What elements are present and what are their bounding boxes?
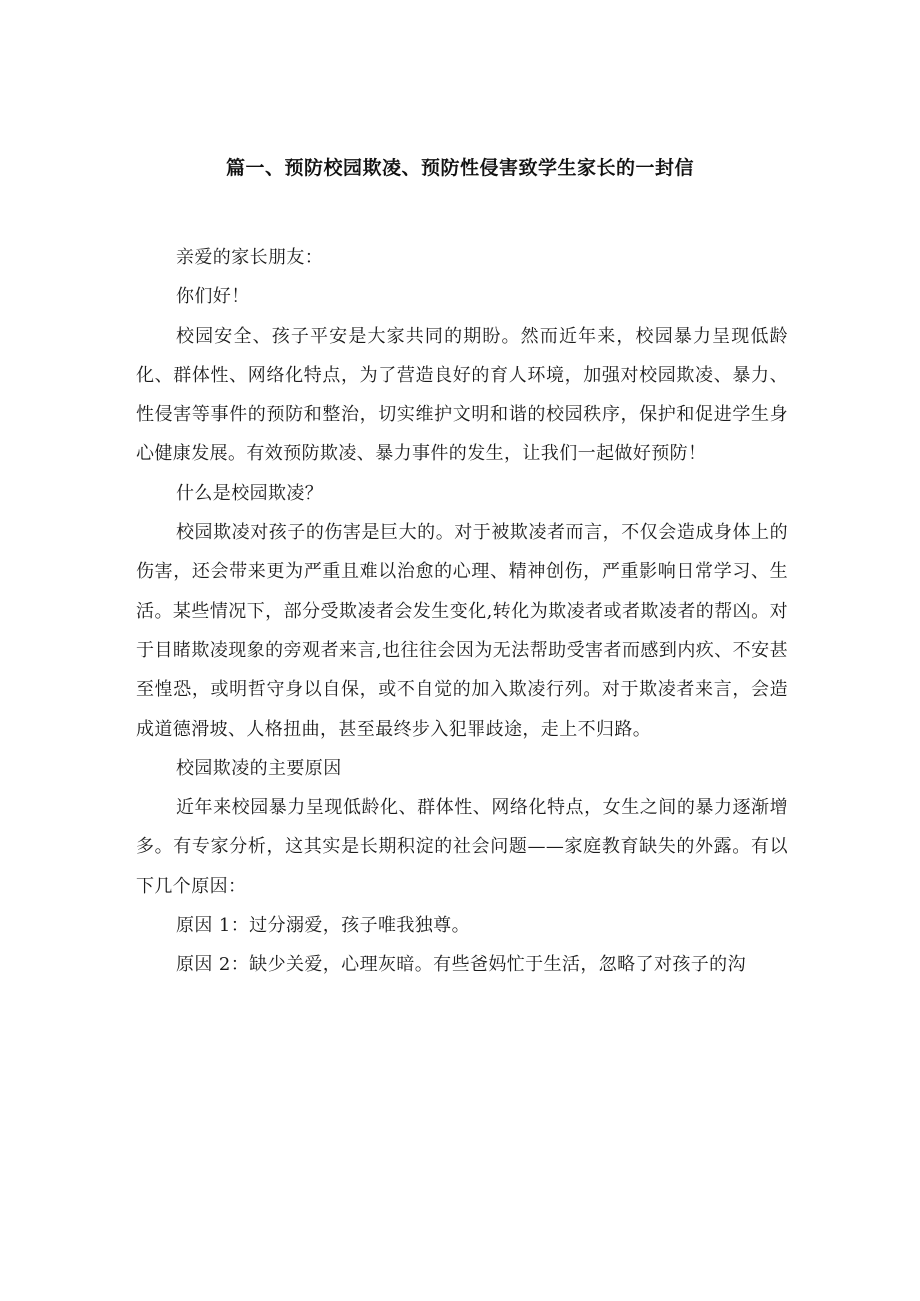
causes-intro-paragraph: 近年来校园暴力呈现低龄化、群体性、网络化特点，女生之间的暴力逐渐增多。有专家分析，这其实是长期积淀的社会问题——家庭教育缺失的外露。有以下几个原因： bbox=[136, 797, 788, 897]
document-body bbox=[136, 238, 788, 985]
section-heading-what-is-bullying: 什么是校园欺凌？ bbox=[176, 482, 324, 504]
bullying-harm-paragraph: 校园欺凌对孩子的伤害是巨大的。对于被欺凌者而言，不仅会造成身体上的伤害，还会带来更为严重且难以治愈的心理、精神创伤，严重影响日常学习、生活。某些情况下，部分受欺凌者会发生变化,转化为欺凌者或者欺凌者的帮凶。对于目睹欺凌现象的旁观者来言,也往往会因为无法帮助受害者而感到内疚、不安甚至惶恐，或明哲守身以自保，或不自觉的加入欺凌行列。对于欺凌者来言，会造成道德滑坡、人格扭曲，甚至最终步入犯罪歧途，走上不归路。 bbox=[136, 522, 788, 740]
intro-paragraph: 校园安全、孩子平安是大家共同的期盼。然而近年来，校园暴力呈现低龄化、群体性、网络化特点，为了营造良好的育人环境，加强对校园欺凌、暴力、性侵害等事件的预防和整治，切实维护文明和谐的校园秩序，保护和促进学生身心健康发展。有效预防欺凌、暴力事件的发生，让我们一起做好预防！ bbox=[136, 325, 788, 465]
cause-1-paragraph: 原因 1：过分溺爱，孩子唯我独尊。 bbox=[176, 915, 470, 937]
document-title: 篇一、预防校园欺凌、预防性侵害致学生家长的一封信 bbox=[225, 157, 694, 179]
section-heading-main-causes: 校园欺凌的主要原因 bbox=[176, 757, 342, 779]
cause-2-paragraph: 原因 2：缺少关爱，心理灰暗。有些爸妈忙于生活，忽略了对孩子的沟 bbox=[176, 954, 746, 976]
greeting: 你们好！ bbox=[176, 286, 250, 308]
salutation: 亲爱的家长朋友： bbox=[176, 247, 324, 268]
